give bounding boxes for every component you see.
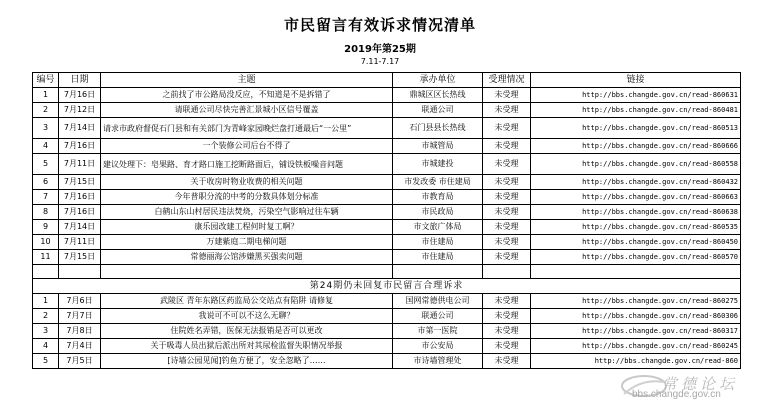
row-topic[interactable]: 万建紫庭二期电梯问题 [101, 235, 393, 250]
row-status: 未受理 [483, 309, 531, 324]
row-topic[interactable]: 一个装修公司后台不得了 [101, 139, 393, 154]
header-link: 链接 [531, 73, 741, 88]
row-number: 3 [33, 118, 59, 139]
watermark-text: 常德论坛 [662, 375, 739, 393]
row-unit: 市教育局 [393, 190, 483, 205]
row-number: 4 [33, 339, 59, 354]
row-date: 7月12日 [59, 103, 101, 118]
row-unit: 鼎城区区长热线 [393, 88, 483, 103]
table-row [33, 88, 741, 103]
row-link[interactable]: http://bbs.changde.gov.cn/read-860245 [531, 339, 741, 354]
row-status: 未受理 [483, 154, 531, 175]
table-row [33, 139, 741, 154]
row-status: 未受理 [483, 250, 531, 265]
table-row [33, 190, 741, 205]
row-topic[interactable]: 关于收房时物业收费的相关问题 [101, 175, 393, 190]
row-link[interactable]: http://bbs.changde.gov.cn/read-860638 [531, 205, 741, 220]
header-topic: 主题 [101, 73, 393, 88]
row-topic[interactable]: 我说可不可以不这么无聊？ [101, 309, 393, 324]
row-topic[interactable]: [诗墙公园见闻]钓鱼方便了，安全忽略了…… [101, 354, 393, 369]
row-date: 7月15日 [59, 175, 101, 190]
row-unit: 石门县县长热线 [393, 118, 483, 139]
row-number: 3 [33, 324, 59, 339]
table-header-row [33, 73, 741, 88]
row-topic[interactable]: 之前找了市公路局没反应，不知道是不是拆错了 [101, 88, 393, 103]
row-number: 2 [33, 309, 59, 324]
row-status: 未受理 [483, 235, 531, 250]
table-row [33, 175, 741, 190]
table-row [33, 103, 741, 118]
table-row [33, 339, 741, 354]
row-unit: 市城管局 [393, 139, 483, 154]
row-date: 7月11日 [59, 235, 101, 250]
row-number: 2 [33, 103, 59, 118]
row-number: 1 [33, 88, 59, 103]
row-date: 7月4日 [59, 339, 101, 354]
row-topic[interactable]: 建议处理下：皂果路、育才路口施工挖断路面后，铺设铁板噪音问题 [101, 154, 393, 175]
row-status: 未受理 [483, 190, 531, 205]
row-unit: 市住建局 [393, 235, 483, 250]
row-status: 未受理 [483, 294, 531, 309]
table-row [33, 309, 741, 324]
row-status: 未受理 [483, 103, 531, 118]
row-topic[interactable]: 常德丽海公馆涉嫌黑买强卖问题 [101, 250, 393, 265]
row-topic[interactable]: 住院姓名弄错，医保无法报销是否可以更改 [101, 324, 393, 339]
row-status: 未受理 [483, 175, 531, 190]
row-date: 7月11日 [59, 154, 101, 175]
row-link[interactable]: http://bbs.changde.gov.cn/read-860535 [531, 220, 741, 235]
row-status: 未受理 [483, 324, 531, 339]
row-date: 7月15日 [59, 250, 101, 265]
row-link[interactable]: http://bbs.changde.gov.cn/read-860306 [531, 309, 741, 324]
row-number: 7 [33, 190, 59, 205]
header-number: 编号 [33, 73, 59, 88]
row-unit: 联通公司 [393, 103, 483, 118]
row-number: 8 [33, 205, 59, 220]
table-row [33, 354, 741, 369]
row-date: 7月6日 [59, 294, 101, 309]
row-number: 4 [33, 139, 59, 154]
row-date: 7月8日 [59, 324, 101, 339]
row-number: 10 [33, 235, 59, 250]
row-date: 7月16日 [59, 205, 101, 220]
row-date: 7月5日 [59, 354, 101, 369]
page-title: 市民留言有效诉求情况清单 [283, 16, 476, 34]
row-topic[interactable]: 请求市政府督促石门县和有关部门为青峰家园晚烂盘打通最后“一公里” [101, 118, 393, 139]
row-topic[interactable]: 关于吸毒人员出狱后派出所对其尿检监督失职情况举报 [101, 339, 393, 354]
table-row [33, 205, 741, 220]
row-link[interactable]: http://bbs.changde.gov.cn/read-860432 [531, 175, 741, 190]
row-unit: 市文旅广体局 [393, 220, 483, 235]
row-date: 7月14日 [59, 118, 101, 139]
header-unit: 承办单位 [393, 73, 483, 88]
row-topic[interactable]: 康乐园改建工程何时复工啊？ [101, 220, 393, 235]
table-row [33, 250, 741, 265]
header-status: 受理情况 [483, 73, 531, 88]
row-unit: 国网常德供电公司 [393, 294, 483, 309]
blank-row [33, 265, 741, 279]
row-link[interactable]: http://bbs.changde.gov.cn/read-860275 [531, 294, 741, 309]
row-date: 7月7日 [59, 309, 101, 324]
row-number: 5 [33, 354, 59, 369]
row-status: 未受理 [483, 339, 531, 354]
row-link[interactable]: http://bbs.changde.gov.cn/read-860558 [531, 154, 741, 175]
row-link[interactable]: http://bbs.changde.gov.cn/read-860450 [531, 235, 741, 250]
row-unit: 市城建投 [393, 154, 483, 175]
row-unit: 市住建局 [393, 250, 483, 265]
row-unit: 市发改委 市住建局 [393, 175, 483, 190]
row-status: 未受理 [483, 354, 531, 369]
row-link[interactable]: http://bbs.changde.gov.cn/read-860513 [531, 118, 741, 139]
section-header-row [33, 279, 741, 294]
row-topic[interactable]: 今年普职分流的中考的分数具体划分标准 [101, 190, 393, 205]
row-unit: 市民政局 [393, 205, 483, 220]
table-row [33, 154, 741, 175]
row-number: 1 [33, 294, 59, 309]
row-topic[interactable]: 武陵区 青年东路区药监局公交站点有陷阱 请修复 [101, 294, 393, 309]
row-unit: 联通公司 [393, 309, 483, 324]
complaints-table [32, 72, 741, 369]
row-date: 7月16日 [59, 88, 101, 103]
watermark-url: bbs.changde.gov.cn [632, 389, 721, 400]
row-link[interactable]: http://bbs.changde.gov.cn/read-860663 [531, 190, 741, 205]
table-row [33, 324, 741, 339]
date-range: 7.11-7.17 [360, 57, 400, 66]
row-topic[interactable]: 请联通公司尽快完善汇景城小区信号覆盖 [101, 103, 393, 118]
row-link[interactable]: http://bbs.changde.gov.cn/read-860666 [531, 139, 741, 154]
row-link[interactable]: http://bbs.changde.gov.cn/read-860 [531, 354, 741, 369]
row-status: 未受理 [483, 139, 531, 154]
table-row [33, 294, 741, 309]
row-number: 9 [33, 220, 59, 235]
row-status: 未受理 [483, 118, 531, 139]
row-unit: 市公安局 [393, 339, 483, 354]
table-row [33, 220, 741, 235]
row-number: 11 [33, 250, 59, 265]
table-row [33, 118, 741, 139]
section-title: 第24期仍未回复市民留言合理诉求 [33, 279, 741, 294]
row-number: 5 [33, 154, 59, 175]
row-number: 6 [33, 175, 59, 190]
row-status: 未受理 [483, 220, 531, 235]
row-date: 7月16日 [59, 190, 101, 205]
row-status: 未受理 [483, 205, 531, 220]
row-topic[interactable]: 白鹤山东山村居民违法焚烧，污染空气影响过往车辆 [101, 205, 393, 220]
row-link[interactable]: http://bbs.changde.gov.cn/read-860570 [531, 250, 741, 265]
row-date: 7月14日 [59, 220, 101, 235]
header-date: 日期 [59, 73, 101, 88]
table-row [33, 235, 741, 250]
row-link[interactable]: http://bbs.changde.gov.cn/read-860631 [531, 88, 741, 103]
row-link[interactable]: http://bbs.changde.gov.cn/read-860317 [531, 324, 741, 339]
row-unit: 市诗墙管理处 [393, 354, 483, 369]
row-link[interactable]: http://bbs.changde.gov.cn/read-860481 [531, 103, 741, 118]
issue-number: 2019年第25期 [344, 44, 416, 55]
row-date: 7月16日 [59, 139, 101, 154]
row-status: 未受理 [483, 88, 531, 103]
row-unit: 市第一医院 [393, 324, 483, 339]
